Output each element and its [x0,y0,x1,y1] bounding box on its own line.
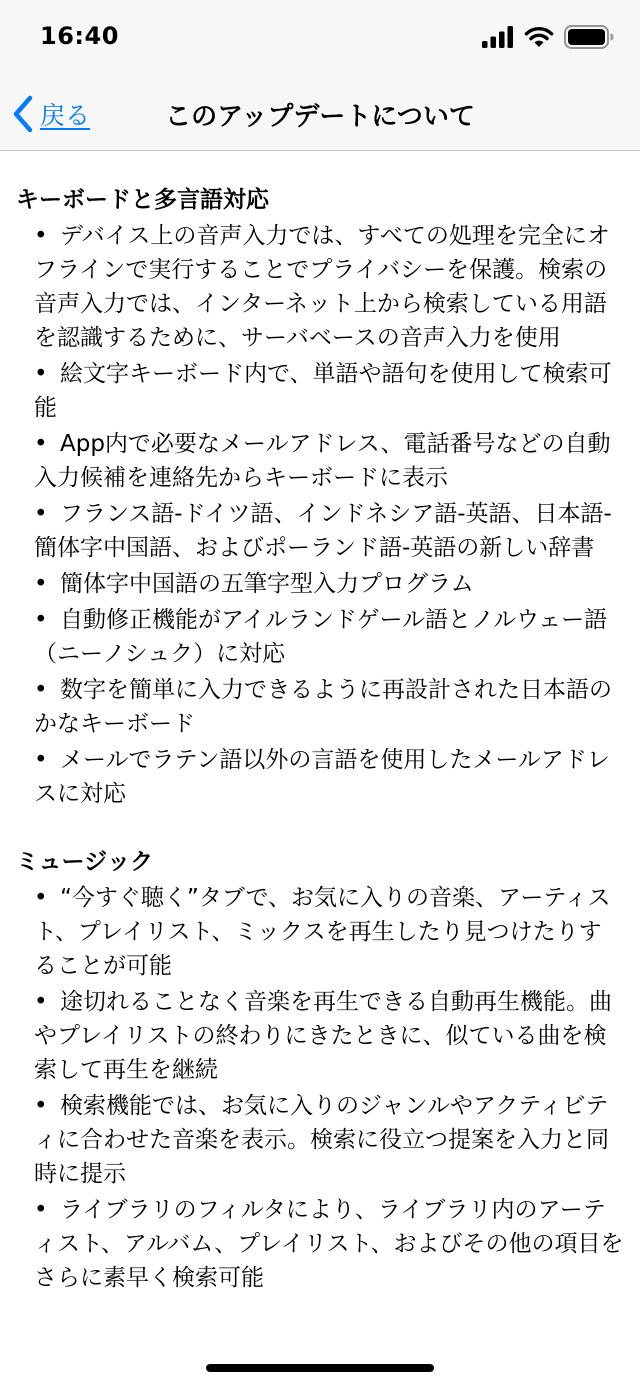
list-item [16,427,624,495]
item-text: 自動修正機能がアイルランドゲール語とノルウェー語（ニーノシュク）に対応 [34,607,608,667]
home-indicator[interactable] [206,1364,434,1372]
page-title: このアップデートについて [165,102,475,132]
item-text: 絵文字キーボード内で、単語や語句を使用して検索可能 [34,361,612,421]
release-notes-content[interactable] [0,151,640,1386]
back-button[interactable] [12,92,90,136]
item-text: 数字を簡単に入力できるように再設計された日本語のかなキーボード [34,677,612,737]
list-item [16,1089,624,1191]
list-item [16,603,624,671]
section-title: キーボードと多言語対応 [16,187,269,213]
item-text: ライブラリのフィルタにより、ライブラリ内のアーティスト、アルバム、プレイリスト、およびその他の項目をさらに素早く検索可能 [34,1197,624,1291]
status-icons [482,26,614,52]
bullet: • [34,431,48,457]
item-list [16,881,624,1295]
list-item [16,497,624,565]
item-text: App内で必要なメールアドレス、電話番号などの自動入力候補を連絡先からキーボードに表示 [34,431,611,491]
navigation-bar [0,80,640,150]
item-list [16,219,624,811]
list-item [16,357,624,425]
item-text: 簡体字中国語の五筆字型入力プログラム [60,571,474,597]
bullet: • [34,571,48,597]
list-item [16,985,624,1087]
item-text: メールでラテン語以外の言語を使用したメールアドレスに対応 [34,747,610,807]
item-text: “今すぐ聴く”タブで、お気に入りの音楽、アーティスト、プレイリスト、ミックスを再生したり見つけたりすることが可能 [34,885,611,979]
bullet: • [34,1093,48,1119]
bullet: • [34,747,48,773]
chevron-left-icon [12,95,34,133]
section-music [0,845,640,1295]
bullet: • [34,989,48,1015]
item-text: 検索機能では、お気に入りのジャンルやアクティビティに合わせた音楽を表示。検索に役立つ提案を入力と同時に提示 [34,1093,609,1187]
list-item [16,1193,624,1295]
section-keyboard [0,183,640,811]
battery-icon [564,25,614,53]
bullet: • [34,677,48,703]
bullet: • [34,501,48,527]
list-item [16,743,624,811]
item-text: 途切れることなく音楽を再生できる自動再生機能。曲やプレイリストの終わりにきたときに、似ている曲を検索して再生を継続 [34,989,612,1083]
bullet: • [34,885,48,911]
list-item [16,673,624,741]
wifi-icon [524,26,554,52]
item-text: デバイス上の音声入力では、すべての処理を完全にオフラインで実行することでプライバシーを保護。検索の音声入力では、インターネット上から検索している用語を認識するために、サーバベースの音声入力を使用 [34,223,610,351]
bullet: • [34,607,48,633]
bullet: • [34,223,48,249]
bullet: • [34,1197,48,1223]
status-time: 16:40 [40,22,119,50]
header [0,0,640,151]
back-button-label: 戻る [40,101,91,130]
cellular-signal-icon [482,26,514,52]
list-item [16,219,624,355]
list-item [16,881,624,983]
status-bar [0,0,640,80]
section-title: ミュージック [16,849,154,875]
bullet: • [34,361,48,387]
list-item [16,567,624,601]
item-text: フランス語-ドイツ語、インドネシア語-英語、日本語-簡体字中国語、およびポーランド語-英語の新しい辞書 [34,501,612,561]
